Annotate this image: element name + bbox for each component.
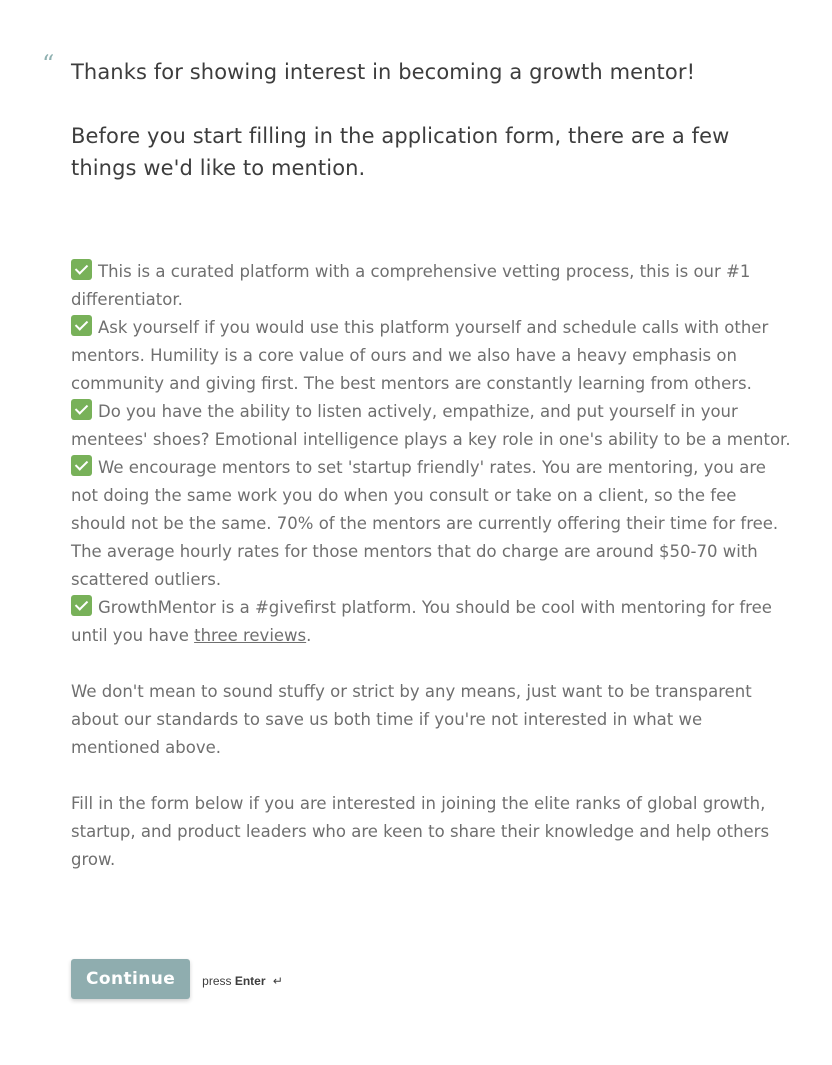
checklist-item <box>71 258 795 314</box>
quote-mark-icon: “ <box>42 50 55 78</box>
checklist-item-text: We encourage mentors to set 'startup friendly' rates. You are mentoring, you are not doing the same work you do when you consult or take on a client, so the fee should not be the same. 70% of the mentors are currently offering their time for free. The average hourly rates for those mentors that do charge are around $50-70 with scattered outliers. <box>71 458 779 589</box>
continue-button[interactable]: Continue <box>71 959 190 999</box>
check-mark-button-icon <box>71 455 92 476</box>
check-mark-button-icon <box>71 595 92 616</box>
checklist-item-text: Do you have the ability to listen actively, empathize, and put yourself in your mentees' shoes? Emotional intelligence plays a key role in one's ability to be a mentor. <box>71 402 791 449</box>
form-actions <box>71 959 283 999</box>
check-mark-button-icon <box>71 259 92 280</box>
checklist-item <box>71 398 795 454</box>
checklist-item <box>71 314 795 398</box>
welcome-content <box>71 56 795 874</box>
checklist-item <box>71 594 795 650</box>
checklist-item-text: This is a curated platform with a comprehensive vetting process, this is our #1 differentiator. <box>71 262 751 309</box>
intro-heading: Before you start filling in the application form, there are a few things we'd like to mention. <box>71 124 730 180</box>
keyboard-hint <box>202 974 283 988</box>
hint-enter-key: Enter <box>234 973 266 988</box>
call-to-action-paragraph: Fill in the form below if you are interested in joining the elite ranks of global growth, startup, and product leaders who are keen to share their knowledge and help others grow. <box>71 794 770 869</box>
checklist-item-text: Ask yourself if you would use this platform yourself and schedule calls with other mentors. Humility is a core value of ours and we also have a heavy emphasis on community and giving first. The best mentors are constantly learning from others. <box>71 318 769 393</box>
three-reviews-link[interactable]: three reviews <box>194 626 307 645</box>
checklist-item <box>71 454 795 594</box>
check-mark-button-icon <box>71 315 92 336</box>
check-mark-button-icon <box>71 399 92 420</box>
welcome-heading: Thanks for showing interest in becoming a growth mentor! <box>71 60 696 84</box>
hint-press-text: press <box>202 973 232 988</box>
checklist-item-text: GrowthMentor is a #givefirst platform. You should be cool with mentoring for free until you have <box>71 598 772 645</box>
transparency-paragraph: We don't mean to sound stuffy or strict by any means, just want to be transparent about our standards to save us both time if you're not interested in what we mentioned above. <box>71 682 752 757</box>
guidelines-block <box>71 258 795 874</box>
enter-key-icon: ↵ <box>272 973 283 988</box>
checklist-item-suffix: . <box>306 626 312 645</box>
